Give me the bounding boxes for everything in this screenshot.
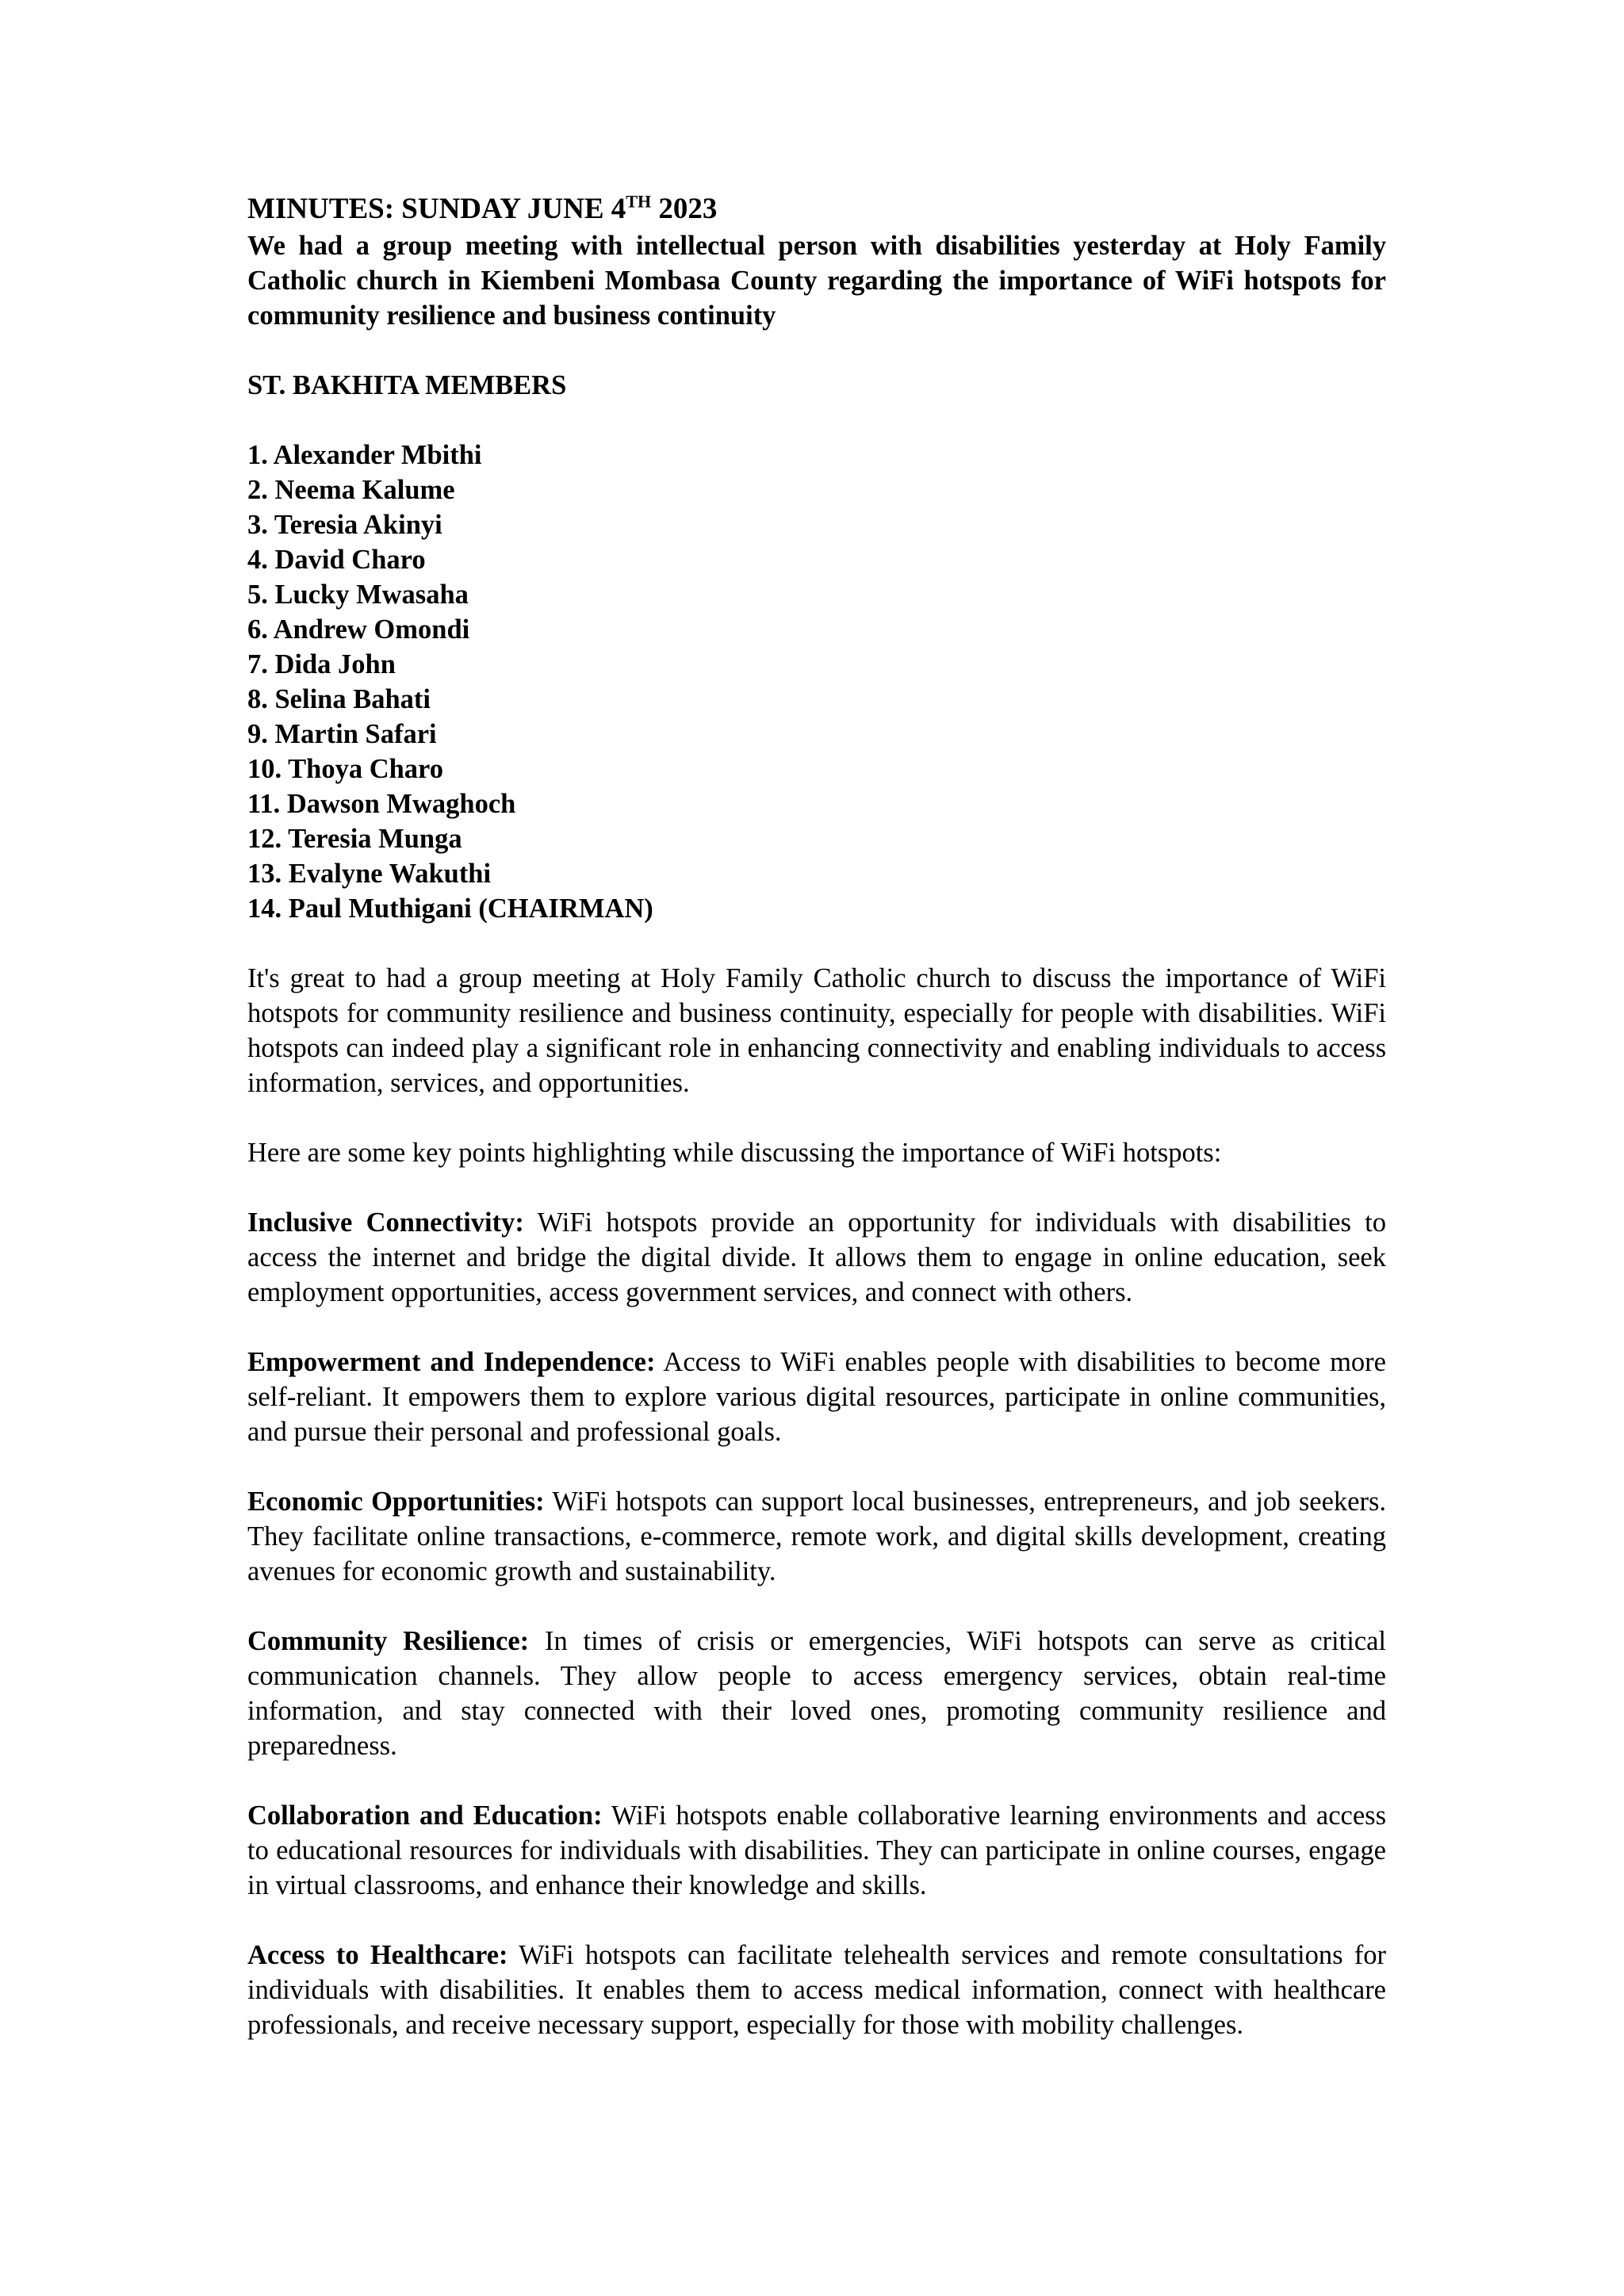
summary-paragraph: It's great to had a group meeting at Holy Family Catholic church to discuss the importance of WiFi hotspots for community resilience and business continuity, especially for people with disabilities. WiFi hotspots can indeed play a significant role in enhancing connectivity and enabling individuals to access information, services, and opportunities. bbox=[247, 963, 1386, 1098]
member-item: 13. Evalyne Wakuthi bbox=[247, 859, 492, 889]
member-item: 11. Dawson Mwaghoch bbox=[247, 789, 516, 819]
member-item: 6. Andrew Omondi bbox=[247, 614, 470, 645]
point-access-healthcare bbox=[247, 1938, 1386, 2042]
point-text: In times of crisis or emergencies, WiFi hotspots can serve as critical communication channels. They allow people to access emergency services, obtain real-time information, and stay connected with their loved ones, promoting community resilience and preparedness. bbox=[247, 1626, 1387, 1761]
point-heading: Community Resilience: bbox=[247, 1626, 530, 1656]
member-item: 14. Paul Muthigani (CHAIRMAN) bbox=[247, 894, 653, 924]
member-item: 3. Teresia Akinyi bbox=[247, 510, 442, 540]
members-heading: ST. BAKHITA MEMBERS bbox=[247, 370, 567, 400]
point-text: Access to WiFi enables people with disabilities to become more self-reliant. It empowers them to explore various digital resources, participate in online communities, and pursue their personal and professional goals. bbox=[247, 1347, 1386, 1447]
point-heading: Empowerment and Independence: bbox=[247, 1347, 656, 1377]
point-text: WiFi hotspots enable collaborative learning environments and access to educational resources for individuals with disabilities. They can participate in online courses, engage in virtual classrooms, and enhance their knowledge and skills. bbox=[247, 1800, 1386, 1900]
point-heading: Access to Healthcare: bbox=[247, 1940, 508, 1970]
point-collaboration-education bbox=[247, 1798, 1386, 1903]
title-suffix: 2023 bbox=[651, 193, 718, 225]
page-title bbox=[247, 190, 1386, 228]
member-item: 7. Dida John bbox=[247, 649, 396, 679]
point-inclusive-connectivity bbox=[247, 1205, 1386, 1310]
member-item: 12. Teresia Munga bbox=[247, 824, 462, 854]
intro-paragraph: We had a group meeting with intellectual person with disabilities yesterday at Holy Family Catholic church in Kiembeni Mombasa County regarding the importance of WiFi hotspots for community resilience and business continuity bbox=[247, 231, 1386, 331]
member-item: 1. Alexander Mbithi bbox=[247, 440, 482, 470]
title-superscript: TH bbox=[626, 191, 652, 212]
point-community-resilience bbox=[247, 1624, 1386, 1763]
point-text: WiFi hotspots can facilitate telehealth services and remote consultations for individuals with disabilities. It enables them to access medical information, connect with healthcare professionals, and receive necessary support, especially for those with mobility challenges. bbox=[247, 1940, 1386, 2040]
member-item: 2. Neema Kalume bbox=[247, 475, 455, 505]
key-points-intro: Here are some key points highlighting while discussing the importance of WiFi hotspots: bbox=[247, 1138, 1222, 1168]
members-list bbox=[247, 438, 1386, 926]
member-item: 10. Thoya Charo bbox=[247, 754, 443, 784]
point-text: WiFi hotspots can support local businesses, entrepreneurs, and job seekers. They facilitate online transactions, e-commerce, remote work, and digital skills development, creating avenues for economic growth and sustainability. bbox=[247, 1487, 1386, 1586]
member-item: 9. Martin Safari bbox=[247, 719, 437, 749]
point-heading: Inclusive Connectivity: bbox=[247, 1207, 524, 1238]
point-text: WiFi hotspots provide an opportunity for individuals with disabilities to access the internet and bridge the digital divide. It allows them to engage in online education, seek employment opportunities, access government services, and connect with others. bbox=[247, 1207, 1387, 1307]
member-item: 4. David Charo bbox=[247, 545, 426, 575]
title-prefix: MINUTES: SUNDAY JUNE 4 bbox=[247, 193, 626, 225]
point-heading: Collaboration and Education: bbox=[247, 1800, 603, 1831]
member-item: 5. Lucky Mwasaha bbox=[247, 580, 469, 610]
document-page bbox=[247, 190, 1386, 2042]
point-economic-opportunities bbox=[247, 1484, 1386, 1589]
point-heading: Economic Opportunities: bbox=[247, 1487, 545, 1517]
member-item: 8. Selina Bahati bbox=[247, 684, 431, 714]
point-empowerment-independence bbox=[247, 1345, 1386, 1449]
